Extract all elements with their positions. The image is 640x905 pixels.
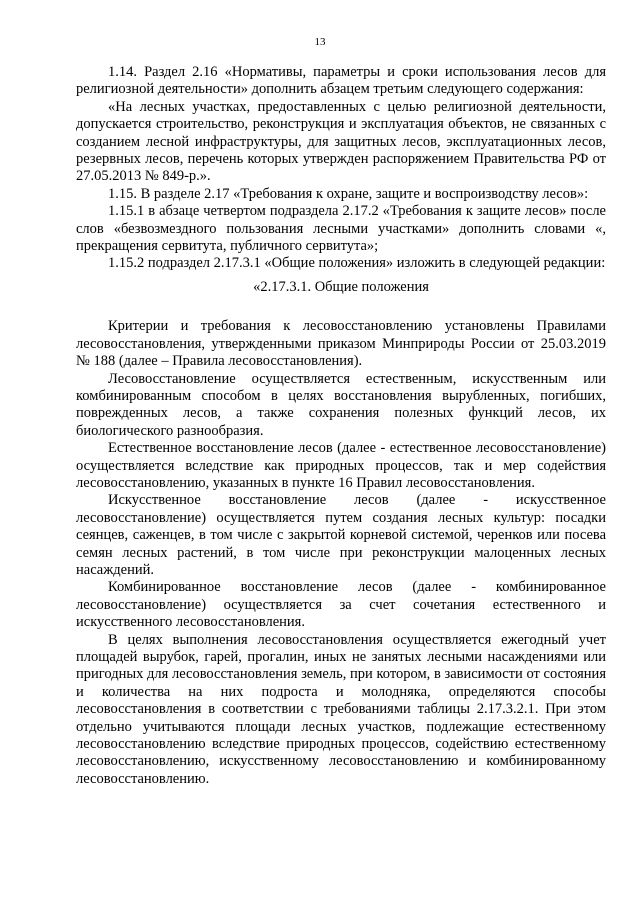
paragraph-methods: Лесовосстановление осуществляется естественным, искусственным или комбинированным способом в целях восстановления вырубленных, погибших, поврежденных лесов, а также сохранения полезных функций лесов, их биологического разнообразия. [76,370,606,439]
paragraph-annual-accounting: В целях выполнения лесовосстановления осуществляется ежегодный учет площадей вырубок, гарей, прогалин, иных не занятых лесными насаждениями или пригодных для лесовосстановления земель, при котором, в зависимости от состояния и количества на них подроста и молодняка, определяются способы лесовосстановления в соответствии с требованиями таблицы 2.17.3.2.1. При этом отдельно учитываются площади лесных участков, подлежащие естественному лесовосстановлению вследствие природных процессов, содействию естественному лесовосстановлению, искусственному лесовосстановлению и комбинированному лесовосстановлению. [76,631,606,787]
paragraph-artificial: Искусственное восстановление лесов (далее - искусственное лесовосстановление) осуществляется путем создания лесных культур: посадки сеянцев, саженцев, в том числе с закрытой корневой системой, черенков или посева семян лесных растений, в том числе при реконструкции малоценных лесных насаждений. [76,492,606,578]
paragraph-1-14: 1.14. Раздел 2.16 «Нормативы, параметры и сроки использования лесов для религиозной деятельности» дополнить абзацем третьим следующего содержания: [76,64,606,98]
paragraph-natural: Естественное восстановление лесов (далее - естественное лесовосстановление) осуществляется вследствие как природных процессов, так и мер содействия лесовосстановлению, указанных в пункте 16 Правил лесовосстановления. [76,440,606,491]
document-body [76,64,606,788]
page-number: 13 [314,36,326,48]
paragraph-combined: Комбинированное восстановление лесов (далее - комбинированное лесовосстановление) осуществляется за счет сочетания естественного и искусственного лесовосстановления. [76,579,606,631]
paragraph-1-15-1: 1.15.1 в абзаце четвертом подраздела 2.17.2 «Требования к защите лесов» после слов «безвозмездного пользования лесными участками» дополнить словами «, прекращения сервитута, публичного сервитута»; [76,203,606,255]
paragraph-criteria: Критерии и требования к лесовосстановлению установлены Правилами лесовосстановления, утвержденными приказом Минприроды России от 25.03.2019 № 188 (далее – Правила лесовосстановления). [76,318,606,370]
section-heading: «2.17.3.1. Общие положения [253,278,429,295]
paragraph-1-15-2: 1.15.2 подраздел 2.17.3.1 «Общие положения» изложить в следующей редакции: [108,255,606,272]
paragraph-1-15: 1.15. В разделе 2.17 «Требования к охране, защите и воспроизводству лесов»: [108,185,589,202]
paragraph-quote-religious: «На лесных участках, предоставленных с целью религиозной деятельности, допускается строительство, реконструкция и эксплуатация объектов, не связанных с созданием лесной инфраструктуры, для защитных лесов, эксплуатационных лесов, резервных лесов, перечень которых утвержден распоряжением Правительства РФ от 27.05.2013 № 849-р.». [76,98,606,185]
